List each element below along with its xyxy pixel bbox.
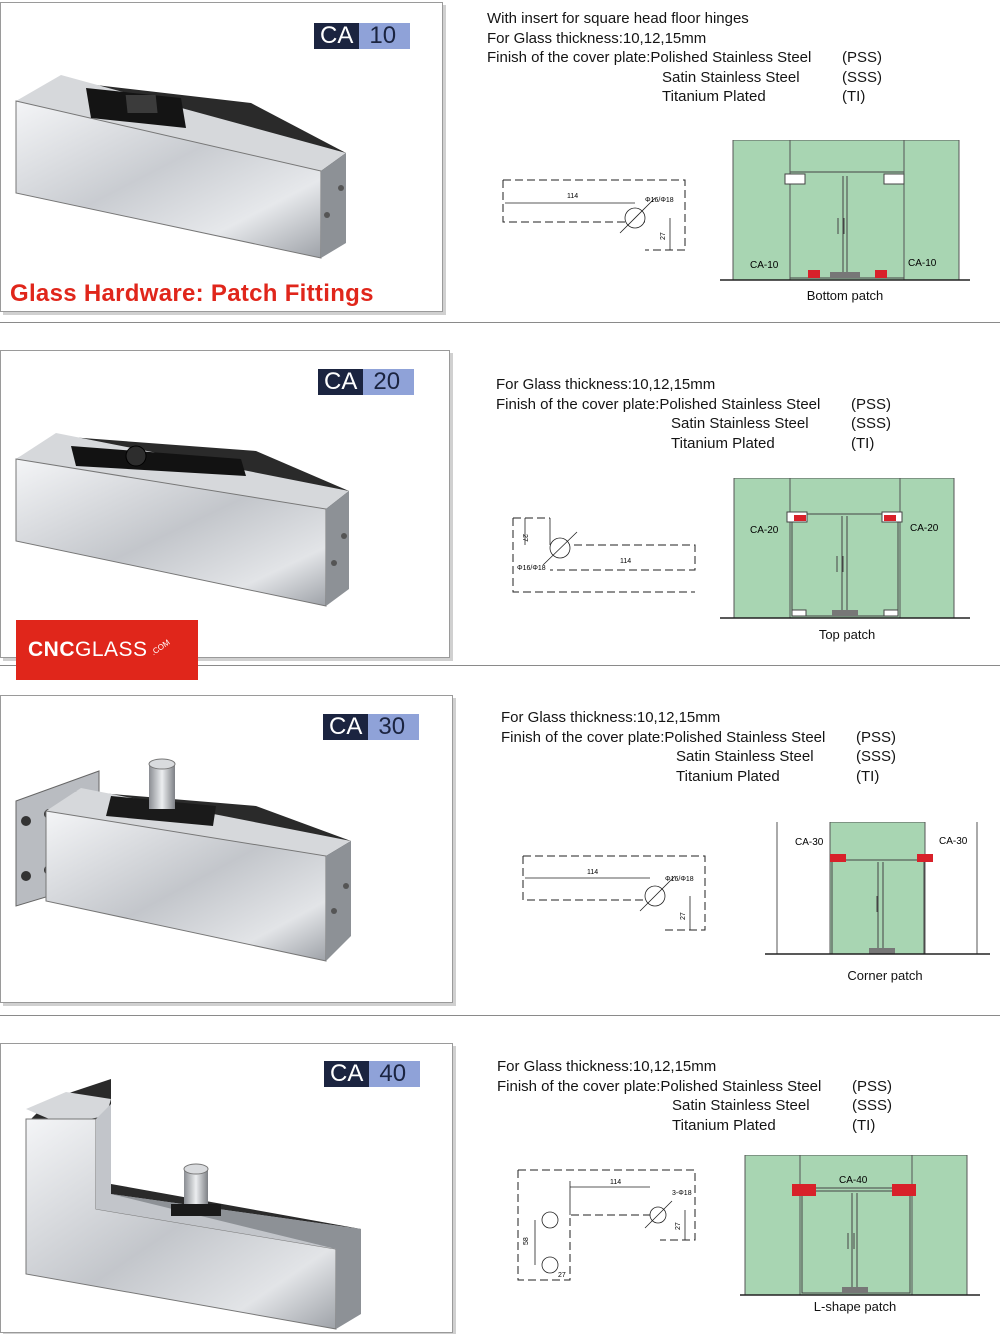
dim-hole: Φ16/Φ18 (665, 876, 694, 883)
spec-block-ca10 (487, 9, 907, 107)
spec-line: Finish of the cover plate:Polished Stainless Steel (501, 728, 826, 746)
door-label-right: CA-20 (910, 523, 939, 534)
dim-height: 27 (680, 912, 687, 920)
finish-satin: Satin Stainless Steel (676, 748, 814, 765)
door-diagram-top (720, 478, 970, 623)
patch-fitting-ca10-image (1, 3, 444, 313)
product-card-ca30 (0, 695, 453, 1003)
door-diagram-l-shape (740, 1155, 980, 1300)
finish-code-ti: (TI) (851, 434, 875, 452)
code-prefix: CA (314, 23, 359, 49)
code-number: 10 (359, 23, 410, 49)
spec-block-ca30 (501, 708, 921, 786)
finish-titanium: Titanium Plated (676, 767, 780, 785)
dimension-drawing-ca40 (510, 1165, 705, 1285)
section-divider (0, 1015, 1000, 1016)
finish-code-sss: (SSS) (842, 68, 883, 86)
dim-height: 27 (521, 534, 528, 542)
product-code-ca20 (318, 369, 414, 395)
door-label-left: CA-20 (750, 525, 779, 536)
door-caption: Bottom patch (806, 288, 884, 303)
door-label-left: CA-10 (750, 260, 779, 271)
door-caption: Corner patch (847, 968, 923, 983)
dim-length: 114 (620, 558, 632, 565)
spec-line: For Glass thickness:10,12,15mm (487, 29, 707, 47)
finish-satin: Satin Stainless Steel (672, 1097, 810, 1114)
door-label-right: CA-10 (908, 258, 937, 269)
door-diagram-corner (765, 822, 990, 962)
product-card-ca40 (0, 1043, 453, 1333)
dim-hole: Φ16/Φ18 (645, 197, 674, 204)
product-code-ca30 (323, 714, 419, 740)
code-number: 30 (368, 714, 419, 740)
spec-line: Finish of the cover plate:Polished Stainless Steel (497, 1077, 822, 1095)
logo-brand-bold: CNC (28, 638, 75, 661)
spec-line: Finish of the cover plate:Polished Stainless Steel (487, 49, 812, 66)
dim-base: 27 (558, 1272, 566, 1279)
door-diagram-bottom (720, 140, 970, 285)
dim-height: 27 (675, 1222, 682, 1230)
dim-length: 114 (567, 193, 579, 200)
patch-fitting-ca40-image (1, 1044, 454, 1334)
door-caption: L-shape patch (813, 1299, 897, 1314)
dim-hole: Φ16/Φ18 (517, 565, 546, 572)
door-label-right: CA-30 (939, 836, 968, 847)
section-divider (0, 322, 1000, 323)
dim-height: 27 (660, 232, 667, 240)
finish-titanium: Titanium Plated (662, 88, 766, 105)
finish-code-pss: (PSS) (851, 395, 892, 413)
dim-length: 114 (610, 1179, 622, 1186)
finish-titanium: Titanium Plated (671, 434, 775, 452)
page-headline: Glass Hardware: Patch Fittings (10, 280, 374, 307)
finish-code-pss: (PSS) (852, 1077, 893, 1095)
dim-side: 58 (523, 1237, 530, 1245)
dim-hole: 3-Φ18 (672, 1190, 692, 1197)
code-number: 20 (363, 369, 414, 395)
logo-brand-light: GLASS (75, 638, 148, 661)
spec-line: For Glass thickness:10,12,15mm (496, 376, 716, 393)
finish-code-sss: (SSS) (851, 415, 892, 432)
finish-satin: Satin Stainless Steel (671, 415, 809, 432)
dim-length: 114 (587, 869, 599, 876)
code-prefix: CA (318, 369, 363, 395)
spec-line: For Glass thickness:10,12,15mm (501, 709, 721, 726)
product-code-ca40 (324, 1061, 420, 1087)
patch-fitting-ca20-image (1, 351, 451, 659)
finish-satin: Satin Stainless Steel (662, 68, 800, 86)
finish-code-sss: (SSS) (856, 748, 897, 765)
spec-line: For Glass thickness:10,12,15mm (497, 1058, 717, 1075)
finish-code-pss: (PSS) (856, 728, 897, 746)
code-number: 40 (369, 1061, 420, 1087)
dimension-drawing-ca10 (495, 170, 695, 260)
product-card-ca10 (0, 2, 443, 312)
finish-code-sss: (SSS) (852, 1097, 893, 1114)
dimension-drawing-ca30 (515, 848, 715, 938)
door-caption: Top patch (818, 627, 876, 642)
finish-code-ti: (TI) (856, 767, 880, 785)
door-label-left: CA-30 (795, 837, 824, 848)
finish-code-pss: (PSS) (842, 49, 883, 66)
code-prefix: CA (324, 1061, 369, 1087)
spec-block-ca40 (497, 1057, 917, 1135)
spec-line: With insert for square head floor hinges (487, 10, 749, 27)
door-label-center: CA-40 (839, 1175, 868, 1186)
spec-block-ca20 (496, 375, 916, 453)
patch-fitting-ca30-image (1, 696, 454, 1004)
dimension-drawing-ca20 (505, 510, 705, 600)
finish-code-ti: (TI) (852, 1116, 876, 1134)
code-prefix: CA (323, 714, 368, 740)
finish-code-ti: (TI) (842, 88, 866, 105)
logo-suffix: .COM (148, 637, 172, 657)
cncglass-logo (16, 620, 198, 680)
spec-line: Finish of the cover plate:Polished Stainless Steel (496, 395, 821, 413)
product-card-ca20 (0, 350, 450, 658)
finish-titanium: Titanium Plated (672, 1116, 776, 1134)
product-code-ca10 (314, 23, 410, 49)
